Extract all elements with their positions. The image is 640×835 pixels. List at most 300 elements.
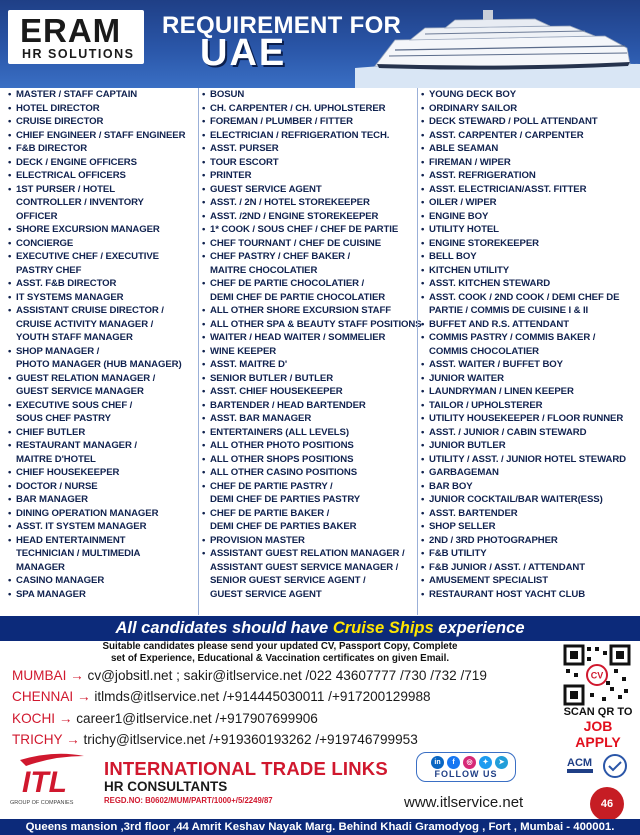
job-title (202, 412, 412, 426)
job-title-text: MANAGER (16, 561, 65, 573)
cruise-ship-image (355, 6, 640, 88)
job-title (202, 453, 412, 467)
job-title-text: GUEST SERVICE AGENT (210, 588, 322, 600)
acm-logo-text: ACM (567, 757, 593, 769)
job-title-text: BUFFET AND R.S. ATTENDANT (429, 318, 569, 330)
bullet-icon: • (421, 575, 425, 586)
bullet-icon: • (421, 129, 425, 141)
job-title (8, 169, 196, 183)
job-title (421, 493, 640, 507)
bullet-icon: • (202, 359, 206, 370)
job-title-text: ASSISTANT CRUISE DIRECTOR / (16, 305, 164, 316)
job-title-text: SOUS CHEF PASTRY (16, 413, 111, 424)
job-title-text: ORDINARY SAILOR (429, 102, 518, 114)
job-title-text: SHOP MANAGER / (16, 345, 100, 357)
scan-qr-label: SCAN QR TO (563, 706, 633, 718)
bullet-icon: • (421, 170, 425, 181)
job-title-text: DECK STEWARD / POLL ATTENDANT (429, 116, 598, 127)
job-title-text: ASST. IT SYSTEM MANAGER (16, 521, 147, 532)
job-title-text: ASSISTANT GUEST SERVICE MANAGER / (210, 561, 399, 573)
job-title-text: DEMI CHEF DE PARTIES PASTRY (210, 494, 361, 505)
job-title (8, 439, 196, 466)
follow-us-label: FOLLOW US (434, 769, 498, 779)
job-title-text: JUNIOR COCKTAIL/BAR WAITER(ESS) (429, 494, 603, 505)
job-title (421, 237, 640, 251)
job-title-text: ASST. PURSER (210, 143, 279, 154)
bullet-icon: • (421, 534, 425, 546)
job-title (421, 412, 640, 426)
jobs-column-1 (8, 88, 196, 615)
arrow-icon: → (70, 668, 84, 683)
bullet-icon: • (202, 467, 206, 478)
bullet-icon: • (8, 224, 12, 235)
bullet-icon: • (421, 224, 425, 235)
job-title (421, 426, 640, 440)
job-title (421, 466, 640, 480)
job-title (202, 115, 412, 129)
job-title-text: BARTENDER / HEAD BARTENDER (210, 399, 366, 411)
job-title (421, 385, 640, 399)
bullet-icon: • (421, 332, 425, 343)
job-title (421, 318, 640, 332)
job-title-text: HOTEL DIRECTOR (16, 102, 100, 114)
job-title-text: DEMI CHEF DE PARTIE CHOCOLATIER (210, 291, 386, 303)
job-title (421, 453, 640, 467)
jobs-column-2 (198, 88, 422, 615)
contact-details[interactable]: cv@jobsitl.net ; sakir@itlservice.net /022 43607777 /730 /732 /719 (83, 668, 487, 683)
instagram-icon[interactable]: ◎ (463, 756, 476, 769)
bullet-icon: • (202, 372, 206, 384)
job-title (421, 372, 640, 386)
job-title (8, 142, 196, 156)
job-title (202, 331, 412, 345)
job-title-text: CH. CARPENTER / CH. UPHOLSTERER (210, 102, 386, 114)
job-title-text: CHIEF BUTLER (16, 426, 86, 438)
arrow-icon: → (66, 731, 80, 747)
job-title-text: DEMI CHEF DE PARTIES BAKER (210, 521, 357, 532)
application-instructions (0, 641, 560, 664)
bullet-icon: • (8, 507, 12, 519)
bullet-icon: • (421, 197, 425, 208)
job-title-text: TAILOR / UPHOLSTERER (429, 399, 543, 411)
bullet-icon: • (8, 102, 12, 114)
jobs-column-3 (417, 88, 640, 615)
qr-code-icon[interactable] (562, 643, 632, 707)
bullet-icon: • (421, 318, 425, 330)
job-title (421, 223, 640, 237)
office-address: Queens mansion ,3rd floor ,44 Amrit Keshav Nayak Marg. Behind Khadi Gramodyog , Fort , Mumbai - 400001. (0, 819, 640, 835)
job-title-text: CHEF PASTRY / CHEF BAKER / (210, 251, 351, 262)
job-title-text: ENGINE BOY (429, 210, 489, 222)
job-listing (0, 88, 640, 615)
job-title (421, 264, 640, 278)
job-title-text: WAITER / HEAD WAITER / SOMMELIER (210, 332, 386, 343)
job-title-text: CONTROLLER / INVENTORY (16, 197, 144, 208)
job-title (202, 372, 412, 386)
job-title (8, 345, 196, 372)
job-title (421, 115, 640, 129)
job-title-text: LAUNDRYMAN / LINEN KEEPER (429, 386, 574, 397)
job-title (202, 534, 412, 548)
certification-logos (565, 752, 631, 784)
job-title-text: F&B DIRECTOR (16, 143, 88, 154)
job-title-text: CRUISE ACTIVITY MANAGER / (16, 318, 154, 330)
job-title-text: ALL OTHER SHORE EXCURSION STAFF (210, 305, 391, 316)
bullet-icon: • (421, 453, 425, 465)
bullet-icon: • (8, 170, 12, 181)
job-title (8, 372, 196, 399)
bullet-icon: • (421, 480, 425, 492)
job-title-text: ASST. BAR MANAGER (210, 413, 312, 424)
job-title-text: CHEF TOURNANT / CHEF DE CUISINE (210, 237, 382, 249)
instructions-line-2: set of Experience, Educational & Vaccination certificates on given Email. (110, 652, 450, 664)
job-title-text: EXECUTIVE SOUS CHEF / (16, 399, 133, 411)
job-title-text: ASST. COOK / 2ND COOK / DEMI CHEF DE (429, 291, 620, 303)
bullet-icon: • (421, 561, 425, 573)
anniversary-badge: 46 (590, 787, 624, 821)
job-title-text: ASST. ELECTRICIAN/ASST. FITTER (429, 183, 587, 195)
bullet-icon: • (202, 440, 206, 451)
contact-row-kochi (12, 708, 552, 729)
job-title (8, 466, 196, 480)
job-title-text: TECHNICIAN / MULTIMEDIA (16, 548, 141, 559)
bullet-icon: • (202, 183, 206, 195)
job-title-text: CHIEF ENGINEER / STAFF ENGINEER (16, 129, 186, 141)
follow-us-box (416, 752, 516, 782)
bullet-icon: • (8, 494, 12, 505)
job-title (421, 142, 640, 156)
bullet-icon: • (8, 183, 12, 195)
requirement-title: REQUIREMENT FOR (162, 12, 402, 39)
bullet-icon: • (8, 440, 12, 451)
facebook-icon[interactable]: f (447, 756, 460, 769)
bullet-icon: • (421, 183, 425, 195)
registration-number: REGD.NO: B0602/MUM/PART/1000+/5/2249/87 (104, 796, 273, 805)
job-title-text: F&B UTILITY (429, 548, 487, 559)
job-title-text: MAITRE CHOCOLATIER (210, 264, 318, 276)
job-title-text: AMUSEMENT SPECIALIST (429, 575, 548, 586)
job-title-text: ALL OTHER SHOPS POSITIONS (210, 453, 354, 465)
itl-logo (14, 750, 88, 800)
contact-details[interactable]: career1@itlservice.net /+917907699906 (72, 710, 318, 726)
job-title-text: PRINTER (210, 170, 252, 181)
bullet-icon: • (8, 278, 12, 289)
job-title (202, 399, 412, 413)
bullet-icon: • (8, 143, 12, 154)
job-title (8, 156, 196, 170)
job-title-text: KITCHEN UTILITY (429, 264, 510, 276)
job-title-text: BAR MANAGER (16, 494, 88, 505)
job-title (202, 102, 412, 116)
job-title (8, 129, 196, 143)
job-title-text: DINING OPERATION MANAGER (16, 507, 159, 519)
job-title-text: YOUNG DECK BOY (429, 89, 517, 100)
job-title-text: ASST. CARPENTER / CARPENTER (429, 129, 584, 141)
bullet-icon: • (421, 548, 425, 559)
job-title (202, 439, 412, 453)
job-title-text: CHEF DE PARTIE BAKER / (210, 507, 330, 519)
job-title-text: MAITRE D'HOTEL (16, 453, 96, 465)
job-title (202, 223, 412, 237)
bullet-icon: • (421, 251, 425, 262)
job-title-text: BELL BOY (429, 251, 477, 262)
bullet-icon: • (8, 467, 12, 478)
job-title-text: ASST. / 2N / HOTEL STOREKEEPER (210, 197, 370, 208)
job-title-text: ENGINE STOREKEEPER (429, 237, 539, 249)
job-title (202, 156, 412, 170)
contact-city: TRICHY (12, 731, 63, 747)
job-title (202, 385, 412, 399)
job-title (8, 183, 196, 224)
job-title-text: OILER / WIPER (429, 197, 497, 208)
contact-row-mumbai (12, 665, 552, 686)
job-title-text: CRUISE DIRECTOR (16, 116, 104, 127)
job-title-text: RESTAURANT HOST YACHT CLUB (429, 588, 586, 600)
bullet-icon: • (202, 89, 206, 100)
bullet-icon: • (421, 372, 425, 384)
job-title-text: PHOTO MANAGER (HUB MANAGER) (16, 359, 182, 370)
bullet-icon: • (421, 278, 425, 289)
bullet-icon: • (202, 224, 206, 235)
contact-details[interactable]: itlmds@itlservice.net /+914445030011 /+917200129988 (90, 689, 431, 705)
linkedin-icon[interactable]: in (431, 756, 444, 769)
bullet-icon: • (202, 399, 206, 411)
logo-main-text: ERAM (20, 12, 122, 49)
job-title-text: SHORE EXCURSION MANAGER (16, 224, 160, 235)
bullet-icon: • (421, 521, 425, 532)
job-title (8, 237, 196, 251)
job-title-text: GUEST SERVICE AGENT (210, 183, 322, 195)
job-title (202, 358, 412, 372)
bullet-icon: • (8, 251, 12, 262)
job-title (421, 561, 640, 575)
job-title-text: DOCTOR / NURSE (16, 480, 98, 492)
job-title (421, 480, 640, 494)
job-title (8, 426, 196, 440)
job-title (8, 250, 196, 277)
telegram-icon[interactable]: ➤ (495, 756, 508, 769)
job-title (421, 574, 640, 588)
job-title (202, 426, 412, 440)
job-title (8, 223, 196, 237)
job-title-text: RESTAURANT MANAGER / (16, 440, 137, 451)
job-title (202, 129, 412, 143)
job-title-text: ASST. F&B DIRECTOR (16, 278, 117, 289)
job-title-text: YOUTH STAFF MANAGER (16, 332, 133, 343)
job-title (8, 480, 196, 494)
contact-city: MUMBAI (12, 668, 67, 683)
job-title (8, 304, 196, 345)
bullet-icon: • (202, 251, 206, 262)
job-title-text: ALL OTHER SPA & BEAUTY STAFF POSITIONS (210, 318, 422, 330)
bullet-icon: • (202, 480, 206, 492)
job-title-text: JUNIOR BUTLER (429, 440, 506, 451)
job-title (202, 304, 412, 318)
country-title: UAE (200, 32, 287, 74)
job-title-text: ELECTRICAL OFFICERS (16, 170, 126, 181)
job-title-text: FOREMAN / PLUMBER / FITTER (210, 116, 353, 127)
bullet-icon: • (202, 305, 206, 316)
bullet-icon: • (8, 588, 12, 600)
job-title (421, 277, 640, 291)
bullet-icon: • (8, 156, 12, 168)
job-title (8, 493, 196, 507)
job-title-text: UTILITY HOUSEKEEPER / FLOOR RUNNER (429, 413, 624, 424)
job-title-text: ALL OTHER CASINO POSITIONS (210, 467, 358, 478)
contact-list (12, 665, 552, 750)
job-title-text: UTILITY / ASST. / JUNIOR HOTEL STEWARD (429, 453, 626, 465)
instructions-line-1: Suitable candidates please send your updated CV, Passport Copy, Complete (102, 641, 458, 652)
bullet-icon: • (202, 345, 206, 357)
eram-logo (8, 10, 144, 64)
bullet-icon: • (202, 332, 206, 343)
bullet-icon: • (421, 237, 425, 249)
arrow-icon: → (76, 689, 91, 705)
job-title (421, 588, 640, 602)
banner-text-after: experience (433, 619, 525, 637)
bullet-icon: • (8, 372, 12, 384)
contact-row-trichy (12, 729, 552, 750)
job-title-text: ASST. / JUNIOR / CABIN STEWARD (429, 426, 587, 438)
banner-text-before: All candidates should have (115, 619, 333, 637)
bullet-icon: • (202, 237, 206, 249)
job-title (421, 534, 640, 548)
bullet-icon: • (202, 156, 206, 168)
job-title-text: DECK / ENGINE OFFICERS (16, 156, 137, 168)
job-title (421, 183, 640, 197)
job-title (202, 169, 412, 183)
bullet-icon: • (8, 480, 12, 492)
bullet-icon: • (421, 264, 425, 276)
job-title-text: ASSISTANT GUEST RELATION MANAGER / (210, 548, 405, 559)
job-apply-label[interactable]: JOB APPLY (575, 718, 621, 750)
bullet-icon: • (202, 453, 206, 465)
job-title (8, 574, 196, 588)
job-title-text: SHOP SELLER (429, 521, 496, 532)
job-title (8, 588, 196, 602)
job-title (421, 129, 640, 143)
job-title (421, 102, 640, 116)
job-title-text: JUNIOR WAITER (429, 372, 504, 384)
job-title (421, 439, 640, 453)
bullet-icon: • (8, 399, 12, 411)
job-title-text: OFFICER (16, 210, 58, 222)
job-title-text: ABLE SEAMAN (429, 143, 499, 154)
job-title-text: ASST. REFRIGERATION (429, 170, 536, 181)
bullet-icon: • (421, 494, 425, 505)
job-title-text: GUEST RELATION MANAGER / (16, 372, 156, 384)
job-title-text: CHEF DE PARTIE PASTRY / (210, 480, 333, 492)
contact-city: KOCHI (12, 710, 56, 726)
bullet-icon: • (202, 278, 206, 289)
bullet-icon: • (202, 318, 206, 330)
job-title (202, 466, 412, 480)
job-title-text: ASST. CHIEF HOUSEKEEPER (210, 386, 343, 397)
bullet-icon: • (421, 413, 425, 424)
bullet-icon: • (421, 116, 425, 127)
job-title (8, 291, 196, 305)
job-title-text: FIREMAN / WIPER (429, 156, 511, 168)
bullet-icon: • (421, 588, 425, 600)
job-title-text: PARTIE / COMMIS DE CUISINE I & II (429, 305, 589, 316)
bullet-icon: • (8, 345, 12, 357)
contact-details[interactable]: trichy@itlservice.net /+919360193262 /+919746799953 (79, 731, 418, 747)
job-title-text: GARBAGEMAN (429, 467, 499, 478)
bullet-icon: • (8, 89, 12, 100)
bullet-icon: • (421, 210, 425, 222)
job-title (8, 115, 196, 129)
job-title (8, 102, 196, 116)
job-title-text: SENIOR BUTLER / BUTLER (210, 372, 334, 384)
bullet-icon: • (202, 116, 206, 127)
bullet-icon: • (421, 399, 425, 411)
job-title-text: GUEST SERVICE MANAGER (16, 386, 144, 397)
bullet-icon: • (202, 507, 206, 519)
job-title-text: 1ST PURSER / HOTEL (16, 183, 115, 195)
job-title (421, 507, 640, 521)
job-title-text: CHIEF HOUSEKEEPER (16, 467, 120, 478)
job-title (8, 399, 196, 426)
bullet-icon: • (8, 534, 12, 546)
job-title (421, 547, 640, 561)
job-title (202, 210, 412, 224)
job-title-text: WINE KEEPER (210, 345, 277, 357)
bullet-icon: • (8, 129, 12, 141)
bullet-icon: • (421, 426, 425, 438)
job-title-text: BAR BOY (429, 480, 473, 492)
contact-row-chennai (12, 686, 552, 707)
bullet-icon: • (421, 440, 425, 451)
job-title-text: EXECUTIVE CHEF / EXECUTIVE (16, 251, 159, 262)
job-title-text: ASST. WAITER / BUFFET BOY (429, 359, 563, 370)
twitter-icon[interactable]: ✦ (479, 756, 492, 769)
bullet-icon: • (8, 575, 12, 586)
bullet-icon: • (421, 291, 425, 303)
job-title-text: HEAD ENTERTAINMENT (16, 534, 126, 546)
logo-sub-text: HR SOLUTIONS (22, 47, 135, 61)
job-title (421, 88, 640, 102)
job-title (421, 331, 640, 358)
job-title (421, 169, 640, 183)
bullet-icon: • (202, 413, 206, 424)
job-title (202, 277, 412, 304)
contact-city: CHENNAI (12, 689, 74, 705)
job-title-text: F&B JUNIOR / ASST. / ATTENDANT (429, 561, 586, 573)
job-title (421, 358, 640, 372)
job-title (202, 480, 412, 507)
job-title (421, 156, 640, 170)
job-title (421, 520, 640, 534)
job-title (202, 237, 412, 251)
job-title (421, 210, 640, 224)
job-title-text: TOUR ESCORT (210, 156, 279, 168)
website-link[interactable]: www.itlservice.net (404, 794, 524, 811)
qr-cv-badge: CV (590, 670, 604, 681)
job-title-text: IT SYSTEMS MANAGER (16, 291, 124, 303)
job-title (202, 318, 422, 332)
job-title (421, 399, 640, 413)
bullet-icon: • (421, 507, 425, 519)
bullet-icon: • (8, 305, 12, 316)
bullet-icon: • (8, 426, 12, 438)
job-title (421, 196, 640, 210)
job-title-text: ASST. MAITRE D' (210, 359, 288, 370)
bullet-icon: • (421, 102, 425, 114)
job-title (8, 507, 196, 521)
job-title-text: 1* COOK / SOUS CHEF / CHEF DE PARTIE (210, 224, 399, 235)
job-title-text: PASTRY CHEF (16, 264, 82, 276)
job-title (202, 547, 412, 601)
